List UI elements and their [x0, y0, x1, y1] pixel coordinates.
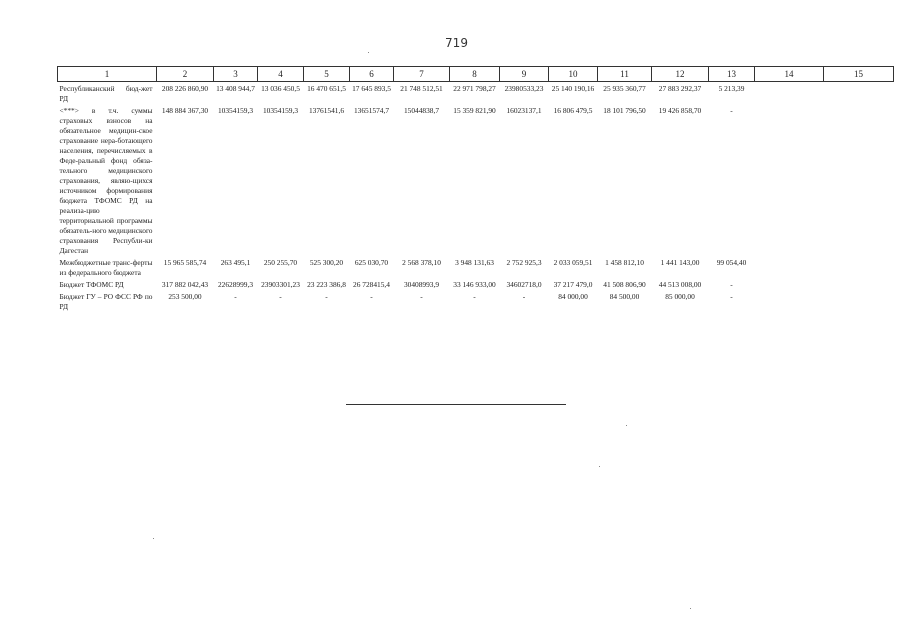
page-number: 719 [445, 36, 468, 50]
table-cell: 99 054,40 [716, 258, 747, 267]
table-cell: 34602718,0 [506, 280, 542, 289]
table-cell: 15044838,7 [403, 106, 440, 115]
table-cell [824, 278, 894, 290]
row-label: Бюджет ГУ – РО ФСС РФ по РД [59, 292, 153, 311]
column-header: 12 [652, 67, 709, 82]
table-cell: 84 000,00 [558, 292, 588, 301]
column-header: 13 [709, 67, 755, 82]
table-cell: 10354159,3 [262, 106, 299, 115]
row-label: Межбюджетные транс-ферты из федерального бюджета [59, 258, 153, 277]
column-header: 6 [350, 67, 394, 82]
table-cell: 2 568 378,10 [402, 258, 441, 267]
table-cell: 23 223 386,8 [307, 280, 346, 289]
table-row-federal-transfers [58, 256, 894, 278]
table-cell [755, 82, 824, 105]
row-label: <***> в т.ч. суммы страховых взносов на обязательное медицин-ское страхование нера-ботающего населения, перечисляемых в Феде-ральный фонд обяза-тельного медицинского страхования, являю-щихся источником формирования бюджета ТФОМС РД на реализа-цию территориальной программы обязатель-ного медицинского страхования Республи-ки Дагестан [59, 106, 153, 255]
table-cell: 13 408 944,7 [216, 84, 255, 93]
column-header: 5 [304, 67, 350, 82]
table-cell: 10354159,3 [217, 106, 254, 115]
table-cell [755, 290, 824, 312]
table-row-insurance-contributions [58, 104, 894, 256]
column-header: 1 [58, 67, 157, 82]
table-row-tfoms-budget [58, 278, 894, 290]
scan-speck [599, 466, 600, 467]
column-header: 11 [598, 67, 652, 82]
table-cell: 22628999,3 [217, 280, 254, 289]
table-cell: 16 806 479,5 [553, 106, 593, 115]
table-cell: 27 883 292,37 [658, 84, 702, 93]
column-header: 8 [450, 67, 500, 82]
table-cell: - [234, 292, 237, 301]
column-header: 3 [214, 67, 258, 82]
table-cell: 625 030,70 [354, 258, 389, 267]
column-number-row [58, 67, 894, 82]
table-cell: 17 645 893,5 [352, 84, 391, 93]
column-header: 9 [500, 67, 549, 82]
table-cell: 23980533,23 [504, 84, 544, 93]
table-cell [824, 82, 894, 105]
table-cell [824, 290, 894, 312]
table-row-fss-budget [58, 290, 894, 312]
table-cell: - [473, 292, 476, 301]
table-cell: 250 255,70 [263, 258, 298, 267]
table-cell: 2 752 925,3 [506, 258, 542, 267]
table-cell: 23903301,23 [261, 280, 300, 289]
table-cell: 85 000,00 [665, 292, 695, 301]
table-cell: 148 884 367,30 [161, 106, 209, 115]
table-row-republican-budget [58, 82, 894, 105]
table-cell: 25 935 360,77 [603, 84, 646, 93]
table-cell [824, 104, 894, 256]
table-cell: 13761541,6 [308, 106, 345, 115]
table-cell [755, 256, 824, 278]
column-header: 10 [549, 67, 598, 82]
table-cell: 18 101 796,50 [603, 106, 646, 115]
table-cell: 41 508 806,90 [603, 280, 646, 289]
table-cell: 13 036 450,5 [261, 84, 300, 93]
scan-speck [626, 425, 627, 426]
table-cell: 21 748 512,51 [400, 84, 443, 93]
table-cell: 25 140 190,16 [551, 84, 595, 93]
table-cell: 16023137,1 [506, 106, 542, 115]
table-cell: - [325, 292, 328, 301]
column-header: 4 [258, 67, 304, 82]
table-cell: 208 226 860,90 [161, 84, 209, 93]
table-cell: - [279, 292, 282, 301]
column-header: 15 [824, 67, 894, 82]
table-cell: 13651574,7 [353, 106, 390, 115]
table-cell [755, 278, 824, 290]
table-cell: - [420, 292, 423, 301]
table-cell: 2 033 059,51 [553, 258, 593, 267]
table-cell: 15 359 821,90 [453, 106, 496, 115]
table-cell: - [730, 106, 733, 115]
table-cell: 22 971 798,27 [453, 84, 496, 93]
table-cell: 16 470 651,5 [307, 84, 346, 93]
table-cell: 15 965 585,74 [163, 258, 207, 267]
column-header: 2 [157, 67, 214, 82]
table-cell: 253 500,00 [168, 292, 202, 301]
table-cell: 5 213,39 [718, 84, 745, 93]
table-cell: 263 495,1 [220, 258, 251, 267]
table-cell: - [370, 292, 373, 301]
budget-table [57, 66, 894, 312]
table-cell: 525 300,20 [309, 258, 344, 267]
row-label: Республиканский бюд-жет РД [59, 84, 153, 103]
table-cell: 3 948 131,63 [455, 258, 494, 267]
table-cell: 1 441 143,00 [660, 258, 700, 267]
scan-speck [368, 52, 369, 53]
table-cell: 19 426 858,70 [658, 106, 702, 115]
row-label: Бюджет ТФОМС РД [59, 280, 124, 289]
table-cell [755, 104, 824, 256]
table-cell: - [730, 292, 733, 301]
table-cell: - [730, 280, 733, 289]
table-cell: 84 500,00 [609, 292, 640, 301]
scan-speck [690, 608, 691, 609]
scan-speck [153, 538, 154, 539]
table-cell: 1 458 812,10 [605, 258, 644, 267]
table-cell: 44 513 008,00 [658, 280, 702, 289]
column-header: 7 [394, 67, 450, 82]
table-cell: 317 882 042,43 [161, 280, 209, 289]
table-cell: 33 146 933,00 [453, 280, 496, 289]
table-cell: 37 217 479,0 [553, 280, 593, 289]
table-cell: 26 728415,4 [353, 280, 390, 289]
table-cell: - [522, 292, 526, 301]
table-cell: 30408993,9 [403, 280, 440, 289]
closing-rule [346, 404, 566, 405]
column-header: 14 [755, 67, 824, 82]
table-cell [824, 256, 894, 278]
